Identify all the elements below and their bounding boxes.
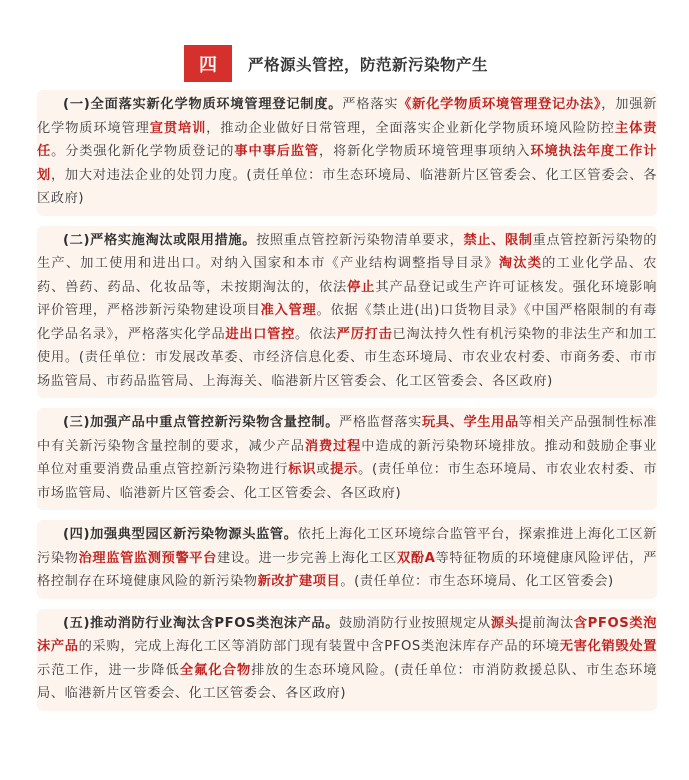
paragraph-lead: (四)加强典型园区新污染物源头监管。 <box>63 527 298 542</box>
paragraph-block-4 <box>37 520 657 599</box>
paragraph-block-5 <box>37 609 657 711</box>
body-text: 已淘汰持久性有机污染物的非法生产和加工使用。(责任单位：市发展改革委、市经济信息化委、市生态环境局、市农业农村委、市商务委、市市场监管局、市药品监管局、上海海关、临港新片区管委会、化工区管委会、各区政府) <box>37 326 657 389</box>
body-text: 严格监督落实 <box>339 415 422 430</box>
body-text: 严格落实 <box>342 97 399 112</box>
body-text: 等相关产品强制性标准中有关新污染物含量控制的要求，减少产品 <box>37 415 658 454</box>
highlight-text: 消费过程 <box>304 438 362 454</box>
highlight-text: 停止 <box>347 279 376 295</box>
paragraph-lead: (二)严格实施淘汰或限用措施。 <box>63 232 257 248</box>
paragraph-text <box>37 93 657 211</box>
highlight-text: 双酚A <box>396 550 436 566</box>
paragraph-text <box>37 523 657 594</box>
highlight-text: 宣贯培训 <box>149 120 207 136</box>
highlight-text: 环境执法年度工作计划 <box>37 144 658 183</box>
paragraph-block-3 <box>37 408 657 510</box>
paragraph-lead: (三)加强产品中重点管控新污染物含量控制。 <box>63 415 340 430</box>
section-number-badge: 四 <box>184 45 232 82</box>
body-text: 依托上海化工区环境综合监管平台，探索推进上海化工区新污染物 <box>37 527 657 566</box>
section-title: 严格源头管控，防范新污染物产生 <box>248 56 489 74</box>
highlight-text: 提示 <box>330 462 359 477</box>
body-text: ，将新化学物质环境管理事项纳入 <box>318 144 531 159</box>
body-text: 的采购，完成上海化工区等消防部门现有装置中含PFOS类泡沫库存产品的环境 <box>78 639 560 654</box>
highlight-text: 含PFOS类泡沫产品 <box>37 615 657 654</box>
body-text: 或 <box>316 462 331 477</box>
paragraph-lead: (一)全面落实新化学物质环境管理登记制度。 <box>63 97 343 112</box>
highlight-text: 准入管理 <box>260 303 317 318</box>
body-text: 排放的生态环境风险。(责任单位：市消防救援总队、市生态环境局、临港新片区管委会、化工区管委会、各区政府) <box>37 662 658 701</box>
paragraph-text <box>37 411 657 505</box>
highlight-text: 进出口管控 <box>225 326 296 342</box>
paragraph-text <box>37 612 657 706</box>
highlight-text: 无害化销毁处置 <box>559 639 657 654</box>
body-text: 。分类强化新化学物质登记的 <box>51 144 235 159</box>
highlight-text: 禁止、限制 <box>463 232 533 248</box>
highlight-text: 全氟化合物 <box>179 662 252 678</box>
body-text: 建设。进一步完善上海化工区 <box>217 550 397 566</box>
body-text: 其产品登记或生产许可证核发。强化环境影响评价管理，严格涉新污染物建设项目 <box>37 279 658 318</box>
body-text: 鼓励消防行业按照规定从 <box>339 615 491 631</box>
paragraph-text <box>37 229 657 394</box>
paragraph-block-2 <box>37 226 657 399</box>
body-text: 。依据《禁止进(出)口货物目录》《中国严格限制的有毒化学品名录》，严格落实化学品 <box>37 303 657 342</box>
highlight-text: 主体责任 <box>37 120 657 159</box>
highlight-text: 事中事后监管 <box>234 144 319 159</box>
body-text: 重点管控新污染物的生产、加工使用和进出口。对纳入国家和本市《产业结构调整指导目录》 <box>37 232 658 271</box>
body-text: 中造成的新污染物环境排放。推动和鼓励企事业单位对重要消费品重点管控新污染物进行 <box>37 438 657 477</box>
highlight-text: 标识 <box>288 462 317 477</box>
highlight-text: 《新化学物质环境管理登记办法》 <box>398 97 602 112</box>
body-text: 等特征物质的环境健康风险评估，严格控制存在环境健康风险的新污染物 <box>37 550 657 589</box>
body-text: ，加强新化学物质环境管理 <box>37 97 657 136</box>
paragraph-lead: (五)推动消防行业淘汰含PFOS类泡沫产品。 <box>63 615 340 631</box>
highlight-text: 淘汰类 <box>498 256 543 271</box>
highlight-text: 新改扩建项目 <box>257 574 341 589</box>
paragraph-block-1 <box>37 90 657 216</box>
body-text: ，加大对违法企业的处罚力度。(责任单位：市生态环境局、临港新片区管委会、化工区管委会、各区政府) <box>37 167 657 206</box>
highlight-text: 严厉打击 <box>336 326 393 342</box>
body-text: 提前淘汰 <box>518 615 574 631</box>
body-text: ，推动企业做好日常管理，全面落实企业新化学物质环境风险防控 <box>206 120 615 136</box>
body-text: 的工业化学品、农药、兽药、药品、化妆品等，未按期淘汰的，依法 <box>37 256 657 295</box>
section-header <box>0 0 689 76</box>
paragraph-list <box>37 90 657 721</box>
highlight-text: 治理监管监测预警平台 <box>78 550 217 566</box>
body-text: 。(责任单位：市生态环境局、化工区管委会) <box>340 574 614 589</box>
highlight-text: 源头 <box>490 615 519 631</box>
body-text: 。依法 <box>295 326 337 342</box>
highlight-text: 玩具、学生用品 <box>422 415 519 430</box>
body-text: 按照重点管控新污染物清单要求， <box>256 232 464 248</box>
body-text: 示范工作，进一步降低 <box>37 662 180 678</box>
body-text: 。(责任单位：市生态环境局、市农业农村委、市市场监管局、临港新片区管委会、化工区管委会、各区政府) <box>37 462 657 501</box>
